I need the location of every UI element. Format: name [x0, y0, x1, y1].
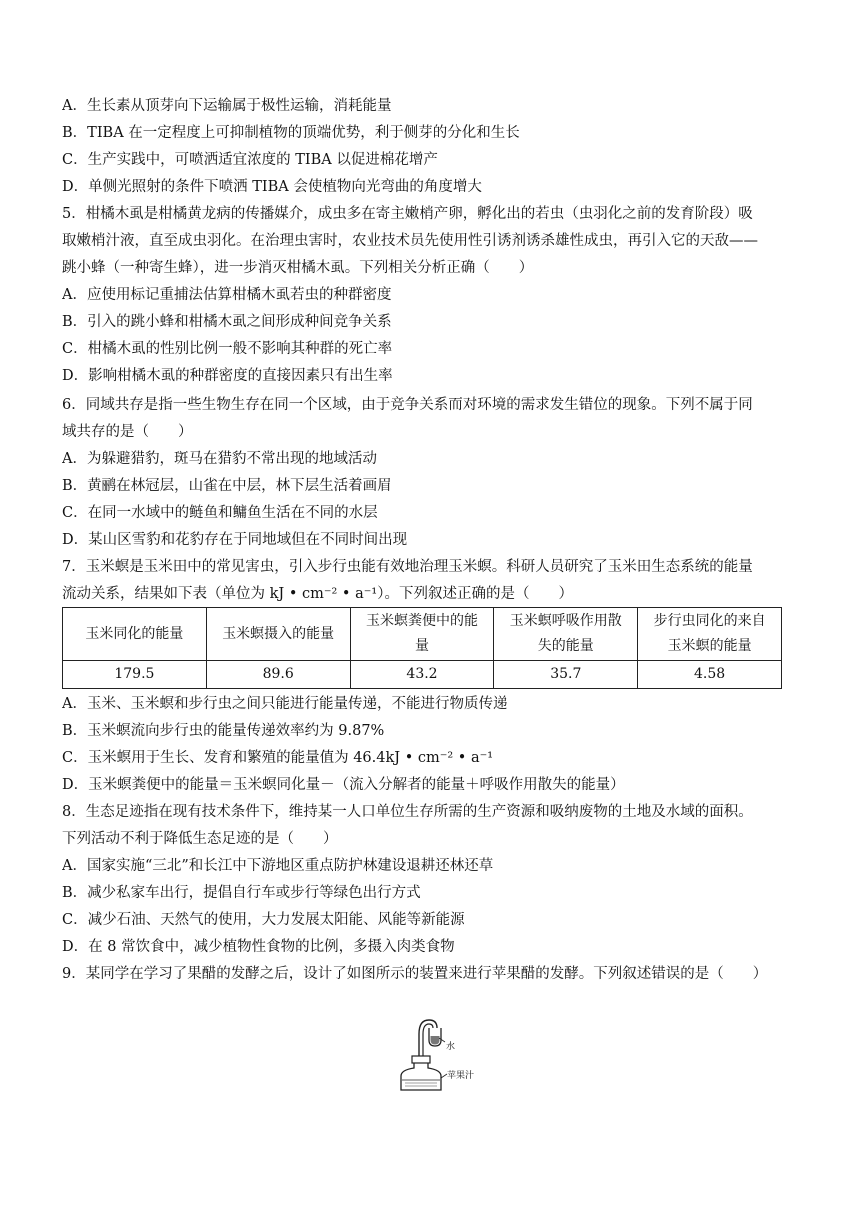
- question-6: [62, 392, 797, 554]
- option-a: A．生长素从顶芽向下运输属于极性运输，消耗能量: [62, 98, 392, 114]
- option-a: A．应使用标记重捕法估算柑橘木虱若虫的种群密度: [62, 287, 392, 303]
- question-7: [62, 554, 797, 608]
- energy-flow-table: [62, 607, 782, 689]
- q5-stem-line: 取嫩梢汁液，直至成虫羽化。在治理虫害时，农业技术员先使用性引诱剂诱杀雄性成虫，再引入它的天敌——: [62, 233, 758, 249]
- option-b: B．黄鹂在林冠层，山雀在中层，林下层生活着画眉: [62, 478, 392, 494]
- table-cell: 43.2: [350, 661, 494, 689]
- table-header-cell: 步行虫同化的来自 玉米螟的能量: [638, 608, 782, 661]
- table-header-cell: 玉米螟摄入的能量: [206, 608, 350, 661]
- option-a: A．国家实施“三北”和长江中下游地区重点防护林建设退耕还林还草: [62, 858, 494, 874]
- label-water: 水: [446, 1042, 456, 1052]
- q7-stem-line: 7．玉米螟是玉米田中的常见害虫，引入步行虫能有效地治理玉米螟。科研人员研究了玉米田生态系统的能量: [62, 559, 753, 575]
- option-c: C．在同一水域中的鲢鱼和鳙鱼生活在不同的水层: [62, 505, 378, 521]
- table-row: [63, 661, 782, 689]
- q6-stem-line: 6．同域共存是指一些生物生存在同一个区域，由于竞争关系而对环境的需求发生错位的现象。下列不属于同: [62, 397, 753, 413]
- question-5: [62, 201, 797, 390]
- q5-stem-line: 跳小蜂（一种寄生蜂），进一步消灭柑橘木虱。下列相关分析正确（ ）: [62, 260, 534, 276]
- table-header-cell: 玉米螟粪便中的能 量: [350, 608, 494, 661]
- q4-options: [62, 93, 797, 201]
- q9-stem-line: 9．某同学在学习了果醋的发酵之后，设计了如图所示的装置来进行苹果醋的发酵。下列叙述错误的是（ ）: [62, 966, 768, 982]
- label-apple-juice: 苹果汁: [447, 1071, 475, 1081]
- fermentation-apparatus-figure: [385, 1012, 475, 1092]
- table-header-cell: 玉米同化的能量: [63, 608, 207, 661]
- option-b: B．玉米螟流向步行虫的能量传递效率约为 9.87%: [62, 723, 385, 739]
- q5-stem-line: 5．柑橘木虱是柑橘黄龙病的传播媒介，成虫多在寄主嫩梢产卵，孵化出的若虫（虫羽化之前的发育阶段）吸: [62, 206, 753, 222]
- option-c: C．柑橘木虱的性别比例一般不影响其种群的死亡率: [62, 341, 393, 357]
- q8-stem-line: 8．生态足迹指在现有技术条件下，维持某一人口单位生存所需的生产资源和吸纳废物的土地及水域的面积。: [62, 804, 753, 820]
- option-b: B．TIBA 在一定程度上可抑制植物的顶端优势，利于侧芽的分化和生长: [62, 125, 520, 141]
- option-c: C．玉米螟用于生长、发育和繁殖的能量值为 46.4kJ • cm⁻² • a⁻¹: [62, 750, 494, 766]
- option-b: B．减少私家车出行，提倡自行车或步行等绿色出行方式: [62, 885, 421, 901]
- option-d: D．单侧光照射的条件下喷洒 TIBA 会使植物向光弯曲的角度增大: [62, 179, 482, 195]
- q7-options: [62, 691, 797, 799]
- option-b: B．引入的跳小蜂和柑橘木虱之间形成种间竞争关系: [62, 314, 392, 330]
- table-cell: 35.7: [494, 661, 638, 689]
- option-d: D．在 8 常饮食中，减少植物性食物的比例，多摄入肉类食物: [62, 939, 455, 955]
- table-header-row: [63, 608, 782, 661]
- question-9: [62, 961, 797, 988]
- table-header-cell: 玉米螟呼吸作用散 失的能量: [494, 608, 638, 661]
- q7-stem-line: 流动关系，结果如下表（单位为 kJ • cm⁻² • a⁻¹）。下列叙述正确的是（ ）: [62, 586, 573, 602]
- option-d: D．玉米螟粪便中的能量＝玉米螟同化量－（流入分解者的能量＋呼吸作用散失的能量）: [62, 777, 625, 793]
- q6-stem-line: 域共存的是（ ）: [62, 424, 193, 440]
- option-a: A．为躲避猎豹，斑马在猎豹不常出现的地域活动: [62, 451, 377, 467]
- option-a: A．玉米、玉米螟和步行虫之间只能进行能量传递，不能进行物质传递: [62, 696, 508, 712]
- table-cell: 179.5: [63, 661, 207, 689]
- option-c: C．生产实践中，可喷洒适宜浓度的 TIBA 以促进棉花增产: [62, 152, 438, 168]
- table-cell: 4.58: [638, 661, 782, 689]
- option-d: D．影响柑橘木虱的种群密度的直接因素只有出生率: [62, 368, 393, 384]
- option-c: C．减少石油、天然气的使用，大力发展太阳能、风能等新能源: [62, 912, 465, 928]
- question-8: [62, 799, 797, 961]
- q8-stem-line: 下列活动不利于降低生态足迹的是（ ）: [62, 831, 338, 847]
- table-cell: 89.6: [206, 661, 350, 689]
- option-d: D．某山区雪豹和花豹存在于同地域但在不同时间出现: [62, 532, 408, 548]
